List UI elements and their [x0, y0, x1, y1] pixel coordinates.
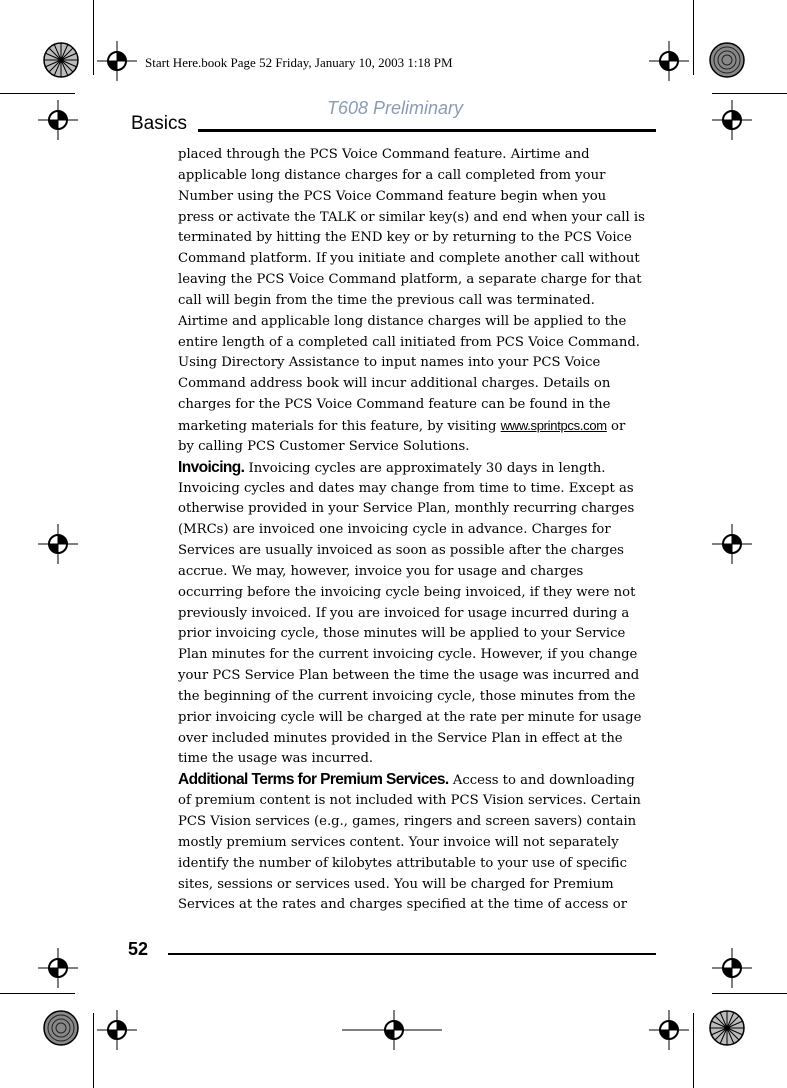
page-number: 52 — [128, 939, 149, 959]
text-span: Invoicing cycles are approximately 30 days in length. — [244, 460, 606, 476]
text-line: identify the number of kilobytes attributable to your use of specific — [178, 855, 627, 871]
preliminary-watermark: T608 Preliminary — [327, 98, 464, 118]
body-text — [178, 145, 645, 916]
text-line: placed through the PCS Voice Command feature. Airtime and — [178, 147, 590, 162]
crop-mark — [712, 993, 787, 994]
sunburst-target-icon — [707, 40, 747, 80]
text-line: your PCS Service Plan between the time the usage was incurred and — [178, 668, 640, 684]
text-line — [178, 416, 638, 437]
premium-services-heading: Additional Terms for Premium Services. — [178, 771, 449, 789]
crop-mark — [0, 993, 75, 994]
text-line: Services are usually invoiced as soon as possible after the charges — [178, 543, 624, 559]
text-line — [178, 770, 638, 791]
text-line: (MRCs) are invoiced one invoicing cycle in advance. Charges for — [178, 522, 611, 538]
crop-mark — [93, 0, 94, 75]
registration-mark-icon — [712, 948, 752, 988]
text-line: Number using the PCS Voice Command feature begin when you — [178, 188, 607, 204]
text-line: Command address book will incur additional charges. Details on — [178, 376, 611, 392]
text-line: accrue. We may, however, invoice you for usage and charges — [178, 563, 584, 579]
registration-mark-icon — [97, 41, 137, 81]
text-line: mostly premium services content. Your invoice will not separately — [178, 834, 619, 850]
text-span: Access to and downloading — [448, 773, 635, 789]
text-line: prior invoicing cycle, those minutes will be applied to your Service — [178, 626, 626, 642]
text-line: by calling PCS Customer Service Solutions. — [178, 438, 470, 454]
text-line: occurring before the invoicing cycle being invoiced, if they were not — [178, 584, 636, 600]
registration-mark-icon — [97, 1010, 137, 1050]
text-line: Plan minutes for the current invoicing cycle. However, if you change — [178, 647, 638, 663]
text-line: time the usage was incurred. — [178, 751, 374, 767]
text-line: otherwise provided in your Service Plan, monthly recurring charges — [178, 501, 635, 517]
registration-mark-icon — [649, 41, 689, 81]
text-line: Airtime and applicable long distance charges will be applied to the — [178, 313, 627, 329]
print-slug: Start Here.book Page 52 Friday, January 10, 2003 1:18 PM — [145, 55, 453, 70]
text-line: call will begin from the time the previous call was terminated. — [178, 292, 595, 308]
registration-mark-icon — [38, 100, 78, 140]
text-span: marketing materials for this feature, by visiting — [178, 418, 501, 434]
text-line: PCS Vision services (e.g., games, ringers and screen savers) contain — [178, 814, 637, 829]
text-line: the beginning of the current invoicing cycle, those minutes from the — [178, 688, 636, 704]
text-line: Services at the rates and charges specified at the time of access or — [178, 897, 628, 913]
registration-mark-icon — [649, 1010, 689, 1050]
registration-mark-icon — [342, 1010, 442, 1050]
crop-mark — [712, 93, 787, 94]
registration-mark-icon — [38, 524, 78, 564]
text-line: prior invoicing cycle will be charged at the rate per minute for usage — [178, 709, 642, 725]
sunburst-target-icon — [41, 40, 81, 80]
text-line: over included minutes provided in the Service Plan in effect at the — [178, 730, 623, 746]
sprintpcs-link[interactable]: www.sprintpcs.com — [500, 417, 607, 433]
sunburst-target-icon — [707, 1008, 747, 1048]
sunburst-target-icon — [41, 1008, 81, 1048]
paragraph-voice-command — [178, 145, 645, 458]
crop-mark — [93, 1013, 94, 1088]
registration-mark-icon — [712, 100, 752, 140]
text-line: entire length of a completed call initiated from PCS Voice Command. — [178, 334, 640, 350]
text-line: terminated by hitting the END key or by returning to the PCS Voice — [178, 230, 632, 246]
text-line: Command platform. If you initiate and complete another call without — [178, 251, 640, 267]
crop-mark — [0, 93, 75, 94]
header-rule — [198, 129, 656, 132]
footer-rule — [168, 953, 656, 955]
crop-mark — [693, 0, 694, 75]
text-line — [178, 458, 638, 479]
text-line: charges for the PCS Voice Command feature can be found in the — [178, 397, 611, 413]
text-line: previously invoiced. If you are invoiced for usage incurred during a — [178, 605, 630, 621]
text-line: Invoicing cycles and dates may change from time to time. Except as — [178, 480, 634, 496]
section-title: Basics — [131, 113, 187, 134]
text-span: or — [606, 418, 626, 434]
text-line: Using Directory Assistance to input names into your PCS Voice — [178, 355, 601, 371]
registration-mark-icon — [712, 524, 752, 564]
text-line: leaving the PCS Voice Command platform, a separate charge for that — [178, 272, 642, 288]
registration-mark-icon — [38, 948, 78, 988]
text-line: of premium content is not included with PCS Vision services. Certain — [178, 793, 641, 809]
crop-mark — [693, 1013, 694, 1088]
text-line: sites, sessions or services used. You will be charged for Premium — [178, 876, 614, 892]
paragraph-invoicing — [178, 458, 642, 771]
invoicing-heading: Invoicing. — [178, 458, 245, 476]
paragraph-premium-services — [178, 770, 641, 916]
text-line: press or activate the TALK or similar key(s) and end when your call is — [178, 209, 645, 225]
text-line: applicable long distance charges for a call completed from your — [178, 167, 606, 183]
